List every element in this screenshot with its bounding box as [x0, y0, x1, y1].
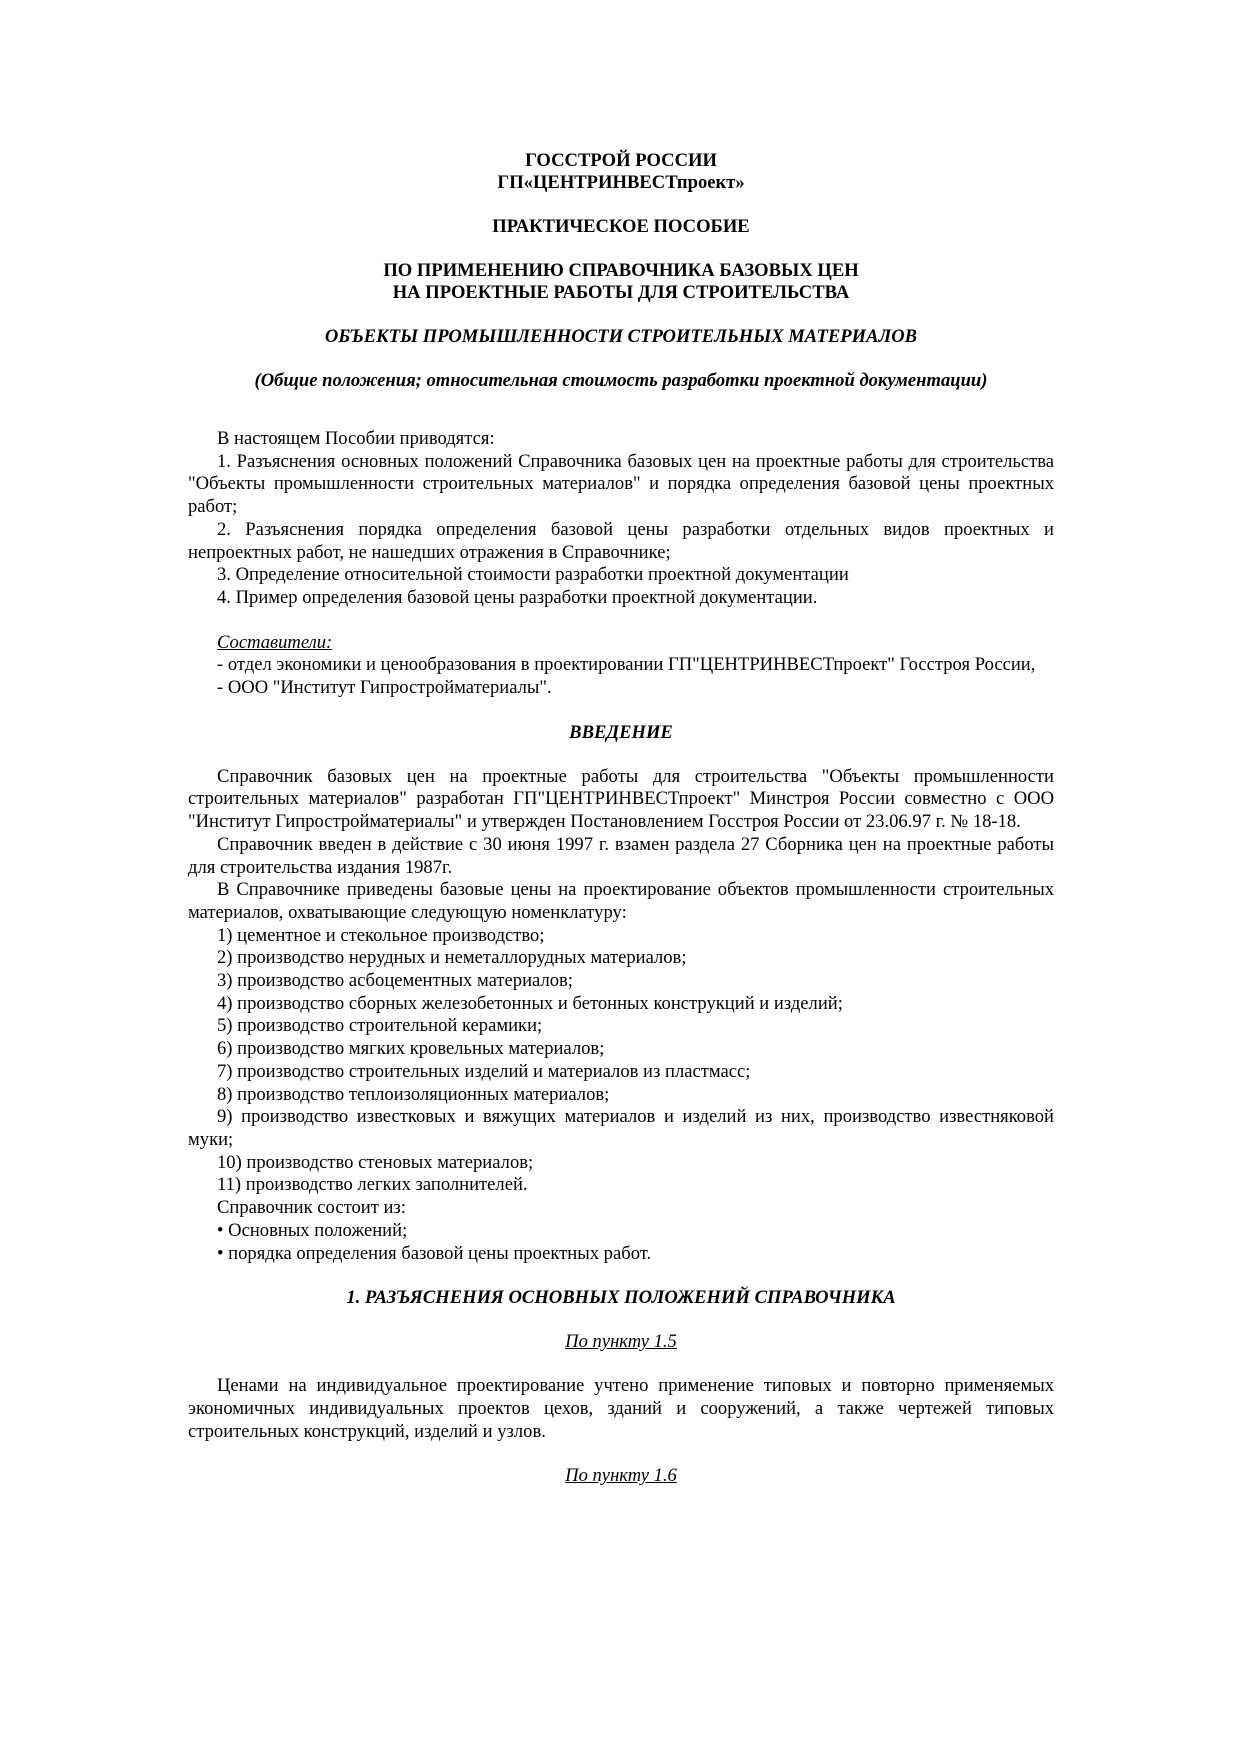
nomenclature-item: 11) производство легких заполнителей. [217, 1174, 528, 1196]
authors-label: Составители: [217, 631, 333, 653]
org-name: ГОССТРОЙ РОССИИ [525, 150, 717, 171]
doc-type: ПРАКТИЧЕСКОЕ ПОСОБИЕ [492, 216, 750, 237]
doc-title-line2: НА ПРОЕКТНЫЕ РАБОТЫ ДЛЯ СТРОИТЕЛЬСТВА [392, 282, 850, 303]
intro-item: 2. Разъяснения порядка определения базовой цены разработки отдельных видов проектных и непроектных работ, не нашедших отражения в Справочнике; [188, 518, 1054, 563]
subsection-heading: По пункту 1.5 [565, 1331, 677, 1353]
intro-item: 3. Определение относительной стоимости разработки проектной документации [217, 564, 849, 586]
section-heading: 1. РАЗЪЯСНЕНИЯ ОСНОВНЫХ ПОЛОЖЕНИЙ СПРАВОЧНИКА [346, 1287, 896, 1309]
nomenclature-item: 6) производство мягких кровельных материалов; [217, 1038, 605, 1060]
consists-item: • порядка определения базовой цены проектных работ. [217, 1242, 652, 1264]
intro-paragraph: В Справочнике приведены базовые цены на проектирование объектов промышленности строительных материалов, охватывающие следующую номенклатуру: [188, 879, 1054, 923]
nomenclature-item: 4) производство сборных железобетонных и бетонных конструкций и изделий; [217, 992, 843, 1014]
consists-lead: Справочник состоит из: [217, 1197, 406, 1219]
doc-title-line1: ПО ПРИМЕНЕНИЮ СПРАВОЧНИКА БАЗОВЫХ ЦЕН [383, 260, 859, 281]
intro-paragraph: Справочник базовых цен на проектные работы для строительства "Объекты промышленности строительных материалов" разработан ГП"ЦЕНТРИНВЕСТпроект" Минстроя России совместно с ООО "Институт Гипростройматериалы" и утвержден Постановлением Госстроя России от 23.06.97 г. № 18-18. [188, 765, 1054, 833]
subsection-heading: По пункту 1.6 [565, 1465, 677, 1487]
intro-lead: В настоящем Пособии приводятся: [217, 428, 495, 449]
nomenclature-item: 9) производство известковых и вяжущих материалов и изделий из них, производство известняковой муки; [188, 1106, 1054, 1150]
doc-note: (Общие положения; относительная стоимость разработки проектной документации) [254, 370, 988, 391]
nomenclature-item: 10) производство стеновых материалов; [217, 1151, 534, 1173]
intro-paragraph: Справочник введен в действие с 30 июня 1997 г. взамен раздела 27 Сборника цен на проектные работы для строительства издания 1987г. [188, 833, 1054, 878]
doc-subtitle: ОБЪЕКТЫ ПРОМЫШЛЕННОСТИ СТРОИТЕЛЬНЫХ МАТЕРИАЛОВ [324, 326, 918, 347]
intro-item: 1. Разъяснения основных положений Справочника базовых цен на проектные работы для строительства "Объекты промышленности строительных материалов" и порядка определения базовой цены проектных работ; [188, 450, 1054, 518]
document-page [188, 150, 1054, 1487]
author-item: - отдел экономики и ценообразования в проектировании ГП"ЦЕНТРИНВЕСТпроект" Госстроя России, [217, 654, 1036, 676]
author-item: - ООО "Институт Гипростройматериалы". [217, 677, 552, 699]
nomenclature-item: 5) производство строительной керамики; [217, 1015, 543, 1037]
introduction-heading: ВВЕДЕНИЕ [569, 721, 673, 743]
nomenclature-item: 2) производство нерудных и неметаллорудных материалов; [217, 947, 687, 969]
intro-item: 4. Пример определения базовой цены разработки проектной документации. [217, 586, 818, 608]
nomenclature-item: 3) производство асбоцементных материалов; [217, 970, 573, 992]
nomenclature-item: 1) цементное и стекольное производство; [217, 924, 545, 946]
consists-item: • Основных положений; [217, 1219, 408, 1241]
org-subname: ГП«ЦЕНТРИНВЕСТпроект» [497, 172, 745, 193]
nomenclature-item: 7) производство строительных изделий и материалов из пластмасс; [217, 1060, 751, 1082]
nomenclature-item: 8) производство теплоизоляционных материалов; [217, 1083, 610, 1105]
section-paragraph: Ценами на индивидуальное проектирование учтено применение типовых и повторно применяемых экономичных индивидуальных проектов цехов, зданий и сооружений, а также чертежей типовых строительных конструкций, изделий и узлов. [188, 1375, 1054, 1442]
